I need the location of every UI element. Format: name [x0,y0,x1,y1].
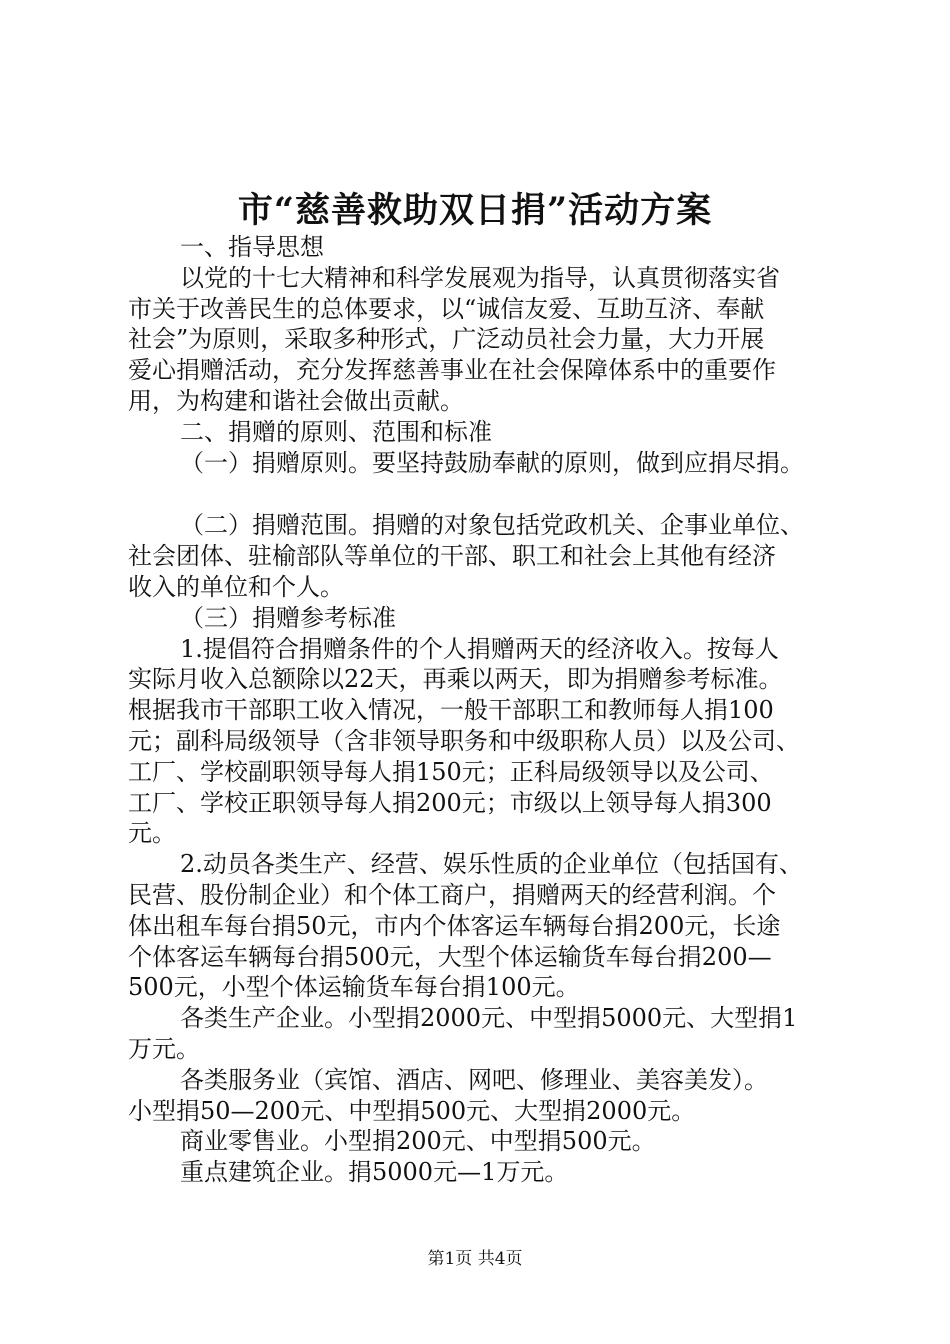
paragraph-line: 元；副科局级领导（含非领导职务和中级职称人员）以及公司、 [128,726,800,755]
paragraph-line: 500元，小型个体运输货车每台捐100元。 [128,973,580,1002]
paragraph-line: 元。 [128,819,176,848]
paragraph-line: 社会”为原则，采取多种形式，广泛动员社会力量，大力开展 [128,325,765,354]
list-item-2: 2.动员各类生产、经营、娱乐性质的企业单位（包括国有、 [180,850,803,879]
paragraph-line: 以党的十七大精神和科学发展观为指导，认真贯彻落实省 [180,263,780,292]
paragraph-line: 工厂、学校副职领导每人捐150元；正科局级领导以及公司、 [128,757,774,786]
document-title: 市“慈善救助双日捐”活动方案 [237,190,713,231]
paragraph-line: 社会团体、驻榆部队等单位的干部、职工和社会上其他有经济 [128,542,776,571]
paragraph-construction: 重点建筑企业。捐5000元—1万元。 [180,1158,569,1187]
paragraph-service-industry: 各类服务业（宾馆、酒店、网吧、修理业、美容美发）。 [180,1065,768,1094]
section-heading-guiding-ideology: 一、指导思想 [180,233,324,261]
paragraph-line: 收入的单位和个人。 [128,572,344,601]
paragraph-line: 市关于改善民生的总体要求，以“诚信友爱、互助互济、奉献 [128,294,765,323]
subsection-principle: （一）捐赠原则。要坚持鼓励奉献的原则，做到应捐尽捐。 [180,448,804,477]
section-heading-principles: 二、捐赠的原则、范围和标准 [180,417,492,446]
page-footer: 第1页 共4页 [427,1249,523,1269]
paragraph-line: 民营、股份制企业）和个体工商户，捐赠两天的经营利润。个 [128,880,776,909]
paragraph-line: 工厂、学校正职领导每人捐200元；市级以上领导每人捐300 [128,788,772,817]
subsection-scope: （二）捐赠范围。捐赠的对象包括党政机关、企事业单位、 [180,511,804,540]
paragraph-line: 爱心捐赠活动，充分发挥慈善事业在社会保障体系中的重要作 [128,356,776,385]
paragraph-line: 小型捐50—200元、中型捐500元、大型捐2000元。 [128,1096,696,1125]
paragraph-line: 个体客运车辆每台捐500元，大型个体运输货车每台捐200— [128,942,772,971]
list-item-1: 1.提倡符合捐赠条件的个人捐赠两天的经济收入。按每人 [180,634,779,663]
subsection-standards: （三）捐赠参考标准 [180,603,396,632]
paragraph-retail: 商业零售业。小型捐200元、中型捐500元。 [180,1127,656,1156]
paragraph-production-enterprises: 各类生产企业。小型捐2000元、中型捐5000元、大型捐1 [180,1004,798,1033]
paragraph-line: 实际月收入总额除以22天，再乘以两天，即为捐赠参考标准。 [128,665,783,694]
blank-line [128,478,833,510]
paragraph-line: 根据我市干部职工收入情况，一般干部职工和教师每人捐100 [128,696,774,725]
paragraph-line: 万元。 [128,1034,200,1063]
paragraph-line: 用，为构建和谐社会做出贡献。 [128,386,464,415]
paragraph-line: 体出租车每台捐50元，市内个体客运车辆每台捐200元，长途 [128,911,781,940]
document-body [128,232,833,1188]
